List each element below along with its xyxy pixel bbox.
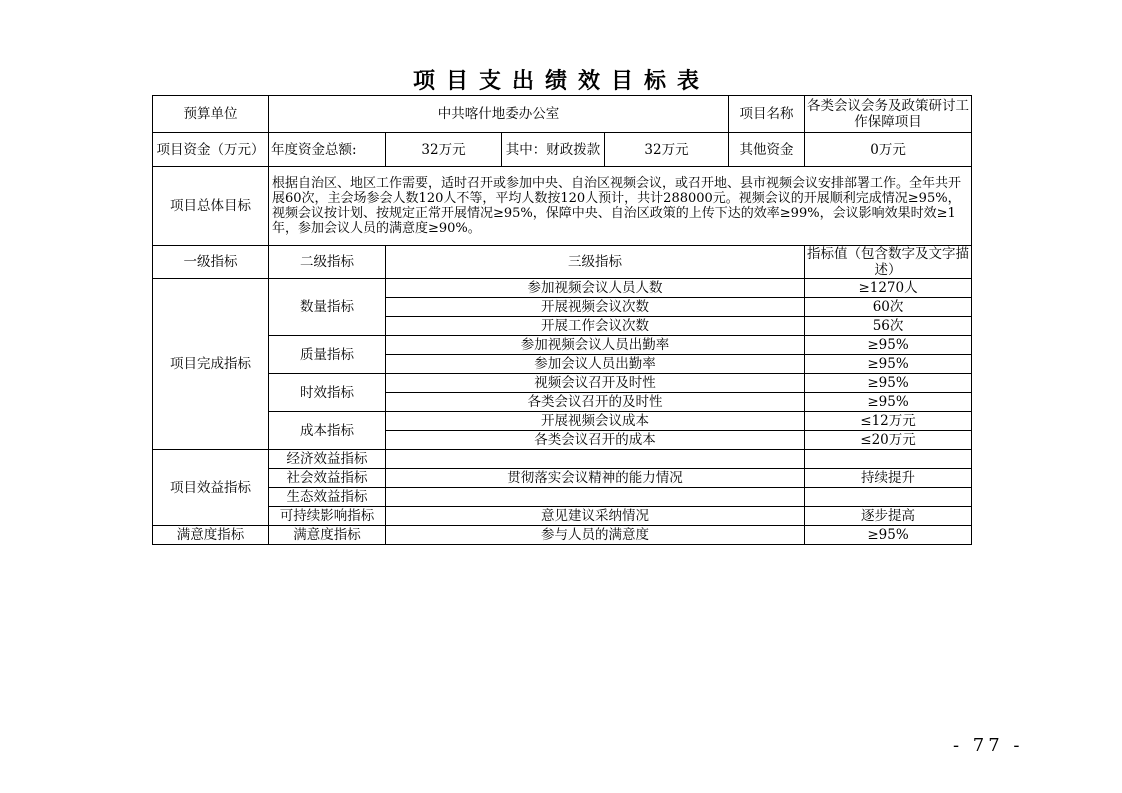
quality-indicator-label: 质量指标 — [269, 336, 386, 374]
table-row — [153, 412, 972, 431]
fiscal-funds-label: 其中：财政拨款 — [502, 133, 605, 166]
indicator-value: ≥95% — [805, 393, 972, 412]
quantity-indicator-label: 数量指标 — [269, 279, 386, 336]
other-funds-label: 其他资金 — [729, 133, 805, 167]
fiscal-funds-value: 32万元 — [644, 141, 689, 158]
indicator-name: 开展视频会议次数 — [386, 298, 805, 317]
indicator-value: ≥1270人 — [805, 279, 972, 298]
indicator-value: ≥95% — [805, 355, 972, 374]
indicator-name: 各类会议召开的成本 — [386, 431, 805, 450]
table-row — [153, 279, 972, 298]
indicator-name — [386, 450, 805, 469]
project-name-value: 各类会议会务及政策研讨工作保障项目 — [805, 96, 972, 133]
table-row — [153, 336, 972, 355]
funds-row — [153, 133, 972, 167]
cost-indicator-label: 成本指标 — [269, 412, 386, 450]
page-number: - 77 - — [953, 735, 1024, 756]
table-row — [153, 526, 972, 545]
indicator-name — [386, 488, 805, 507]
project-name-label: 项目名称 — [729, 96, 805, 133]
indicator-name: 贯彻落实会议精神的能力情况 — [386, 469, 805, 488]
header-row — [153, 96, 972, 133]
economic-indicator-label: 经济效益指标 — [269, 450, 386, 469]
indicator-value: 60次 — [805, 298, 972, 317]
other-funds-value: 0万元 — [805, 133, 972, 167]
indicator-header-row — [153, 246, 972, 279]
annual-total-value: 32万元 — [386, 133, 502, 167]
project-funds-label: 项目资金（万元） — [153, 133, 269, 167]
indicator-name: 开展视频会议成本 — [386, 412, 805, 431]
indicator-value: 逐步提高 — [805, 507, 972, 526]
table-row — [153, 469, 972, 488]
timeliness-indicator-label: 时效指标 — [269, 374, 386, 412]
budget-unit-value: 中共喀什地委办公室 — [269, 96, 729, 133]
table-row — [153, 488, 972, 507]
performance-goal-table — [152, 95, 972, 545]
sustainable-indicator-label: 可持续影响指标 — [269, 507, 386, 526]
indicator-value: 持续提升 — [805, 469, 972, 488]
level2-header: 二级指标 — [269, 246, 386, 279]
indicator-name: 意见建议采纳情况 — [386, 507, 805, 526]
indicator-name: 各类会议召开的及时性 — [386, 393, 805, 412]
indicator-name: 视频会议召开及时性 — [386, 374, 805, 393]
satisfaction-sub-label: 满意度指标 — [269, 526, 386, 545]
indicator-value — [805, 450, 972, 469]
social-indicator-label: 社会效益指标 — [269, 469, 386, 488]
indicator-value: ≥95% — [805, 336, 972, 355]
indicator-value: ≥95% — [805, 526, 972, 545]
table-row — [153, 450, 972, 469]
page-title: 项目支出绩效目标表 — [412, 69, 710, 94]
table-row — [153, 374, 972, 393]
value-header: 指标值（包含数字及文字描述） — [805, 246, 972, 279]
satisfaction-indicator-label: 满意度指标 — [153, 526, 269, 545]
annual-total-label: 年度资金总额: — [269, 133, 386, 167]
indicator-value: ≥95% — [805, 374, 972, 393]
indicator-name: 参加视频会议人员出勤率 — [386, 336, 805, 355]
indicator-name: 参加会议人员出勤率 — [386, 355, 805, 374]
fiscal-cell — [502, 133, 729, 167]
indicator-name: 参与人员的满意度 — [386, 526, 805, 545]
overall-goal-row — [153, 167, 972, 246]
indicator-name: 开展工作会议次数 — [386, 317, 805, 336]
indicator-value: ≤12万元 — [805, 412, 972, 431]
indicator-value: 56次 — [805, 317, 972, 336]
completion-indicator-label: 项目完成指标 — [153, 279, 269, 450]
overall-goal-text: 根据自治区、地区工作需要，适时召开或参加中央、自治区视频会议，或召开地、县市视频会议安排部署工作。全年共开展60次，主会场参会人数120人不等，平均人数按120人预计，共计288000元。视频会议的开展顺利完成情况≥95%，视频会议按计划、按规定正常开展情况≥95%，保障中央、自治区政策的上传下达的效率≥99%，会议影响效果时效≥1年，参加会议人员的满意度≥90%。 — [269, 167, 972, 246]
table-row — [153, 507, 972, 526]
benefit-indicator-label: 项目效益指标 — [153, 450, 269, 526]
level3-header: 三级指标 — [386, 246, 805, 279]
overall-goal-label: 项目总体目标 — [153, 167, 269, 246]
level1-header: 一级指标 — [153, 246, 269, 279]
ecological-indicator-label: 生态效益指标 — [269, 488, 386, 507]
budget-unit-label: 预算单位 — [153, 96, 269, 133]
indicator-name: 参加视频会议人员人数 — [386, 279, 805, 298]
indicator-value — [805, 488, 972, 507]
indicator-value: ≤20万元 — [805, 431, 972, 450]
